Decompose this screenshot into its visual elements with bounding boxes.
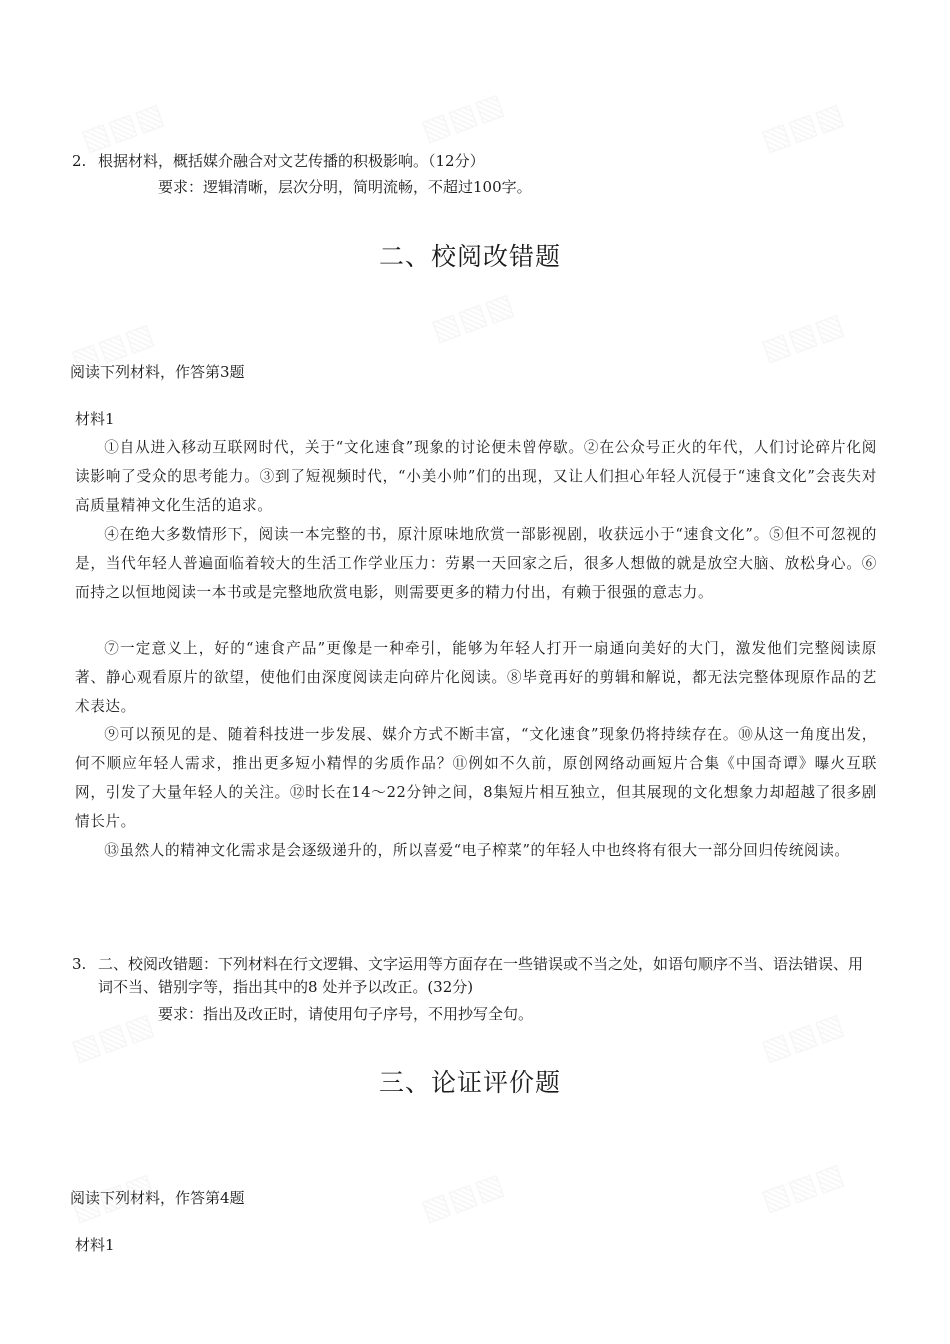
material-paragraph: ⑬虽然人的精神文化需求是会逐级递升的，所以喜爱“电子榨菜”的年轻人中也终将有很大一部分回归传统阅读。 xyxy=(104,842,850,859)
question-text: 二、校阅改错题：下列材料在行文逻辑、文字运用等方面存在一些错误或不当之处，如语句顺序不当、语法错误、用词不当、错别字等，指出其中的8 处并予以改正。(32分) xyxy=(98,955,864,996)
question-number: 2. xyxy=(72,152,87,170)
section-title: 三、论证评价题 xyxy=(378,1068,561,1097)
material-paragraph: ⑨可以预见的是、随着科技进一步发展、媒介方式不断丰富，“文化速食”现象仍将持续存在。⑩从这一角度出发，何不顺应年轻人需求，推出更多短小精悍的劣质作品？⑪例如不久前，原创网络动画短片合集《中国奇谭》曝火互联网，引发了大量年轻人的关注。⑫时长在14～22分钟之间，8集短片相互独立，但其展现的文化想象力却超越了很多剧情长片。 xyxy=(75,726,877,830)
material-label: 材料1 xyxy=(75,410,115,428)
material-label: 材料1 xyxy=(75,1236,115,1254)
section-title: 二、校阅改错题 xyxy=(378,242,561,271)
watermark xyxy=(757,97,849,159)
question-3 xyxy=(72,953,877,999)
question-3-requirement: 要求：指出及改正时，请使用句子序号，不用抄写全句。 xyxy=(158,1005,534,1023)
watermark xyxy=(417,87,509,149)
material-paragraph: ①自从进入移动互联网时代，关于“文化速食”现象的讨论便未曾停歇。②在公众号正火的年代，人们讨论碎片化阅读影响了受众的思考能力。③到了短视频时代，“小美小帅”们的出现，又让人们担心年轻人沉侵于“速食文化”会丧失对高质量精神文化生活的追求。 xyxy=(75,439,877,514)
watermark xyxy=(757,1157,849,1219)
question-2 xyxy=(72,150,485,172)
watermark xyxy=(757,307,849,369)
material-paragraph: ⑦一定意义上，好的“速食产品”更像是一种牵引，能够为年轻人打开一扇通向美好的大门，激发他们完整阅读原著、静心观看原片的欲望，使他们由深度阅读走向碎片化阅读。⑧毕竟再好的剪辑和解说，都无法完整体现原作品的艺术表达。 xyxy=(75,640,877,715)
question-number: 3. xyxy=(72,955,87,973)
question-text: 根据材料，概括媒介融合对文艺传播的积极影响。（12分） xyxy=(98,152,485,170)
material-paragraph: ④在绝大多数情形下，阅读一本完整的书，原汁原味地欣赏一部影视剧，收获远小于“速食文化”。⑤但不可忽视的是，当代年轻人普遍面临着较大的生活工作学业压力：劳累一天回家之后，很多人想做的就是放空大脑、放松身心。⑥而持之以恒地阅读一本书或是完整地欣赏电影，则需要更多的精力付出，有赖于很强的意志力。 xyxy=(75,526,877,601)
watermark xyxy=(417,1167,509,1229)
watermark xyxy=(757,1007,849,1069)
question-2-requirement: 要求：逻辑清晰，层次分明，简明流畅，不超过100字。 xyxy=(158,178,532,196)
watermark xyxy=(427,287,519,349)
watermark xyxy=(67,1007,159,1069)
reading-instruction: 阅读下列材料，作答第4题 xyxy=(70,1189,245,1207)
reading-instruction: 阅读下列材料，作答第3题 xyxy=(70,363,245,381)
